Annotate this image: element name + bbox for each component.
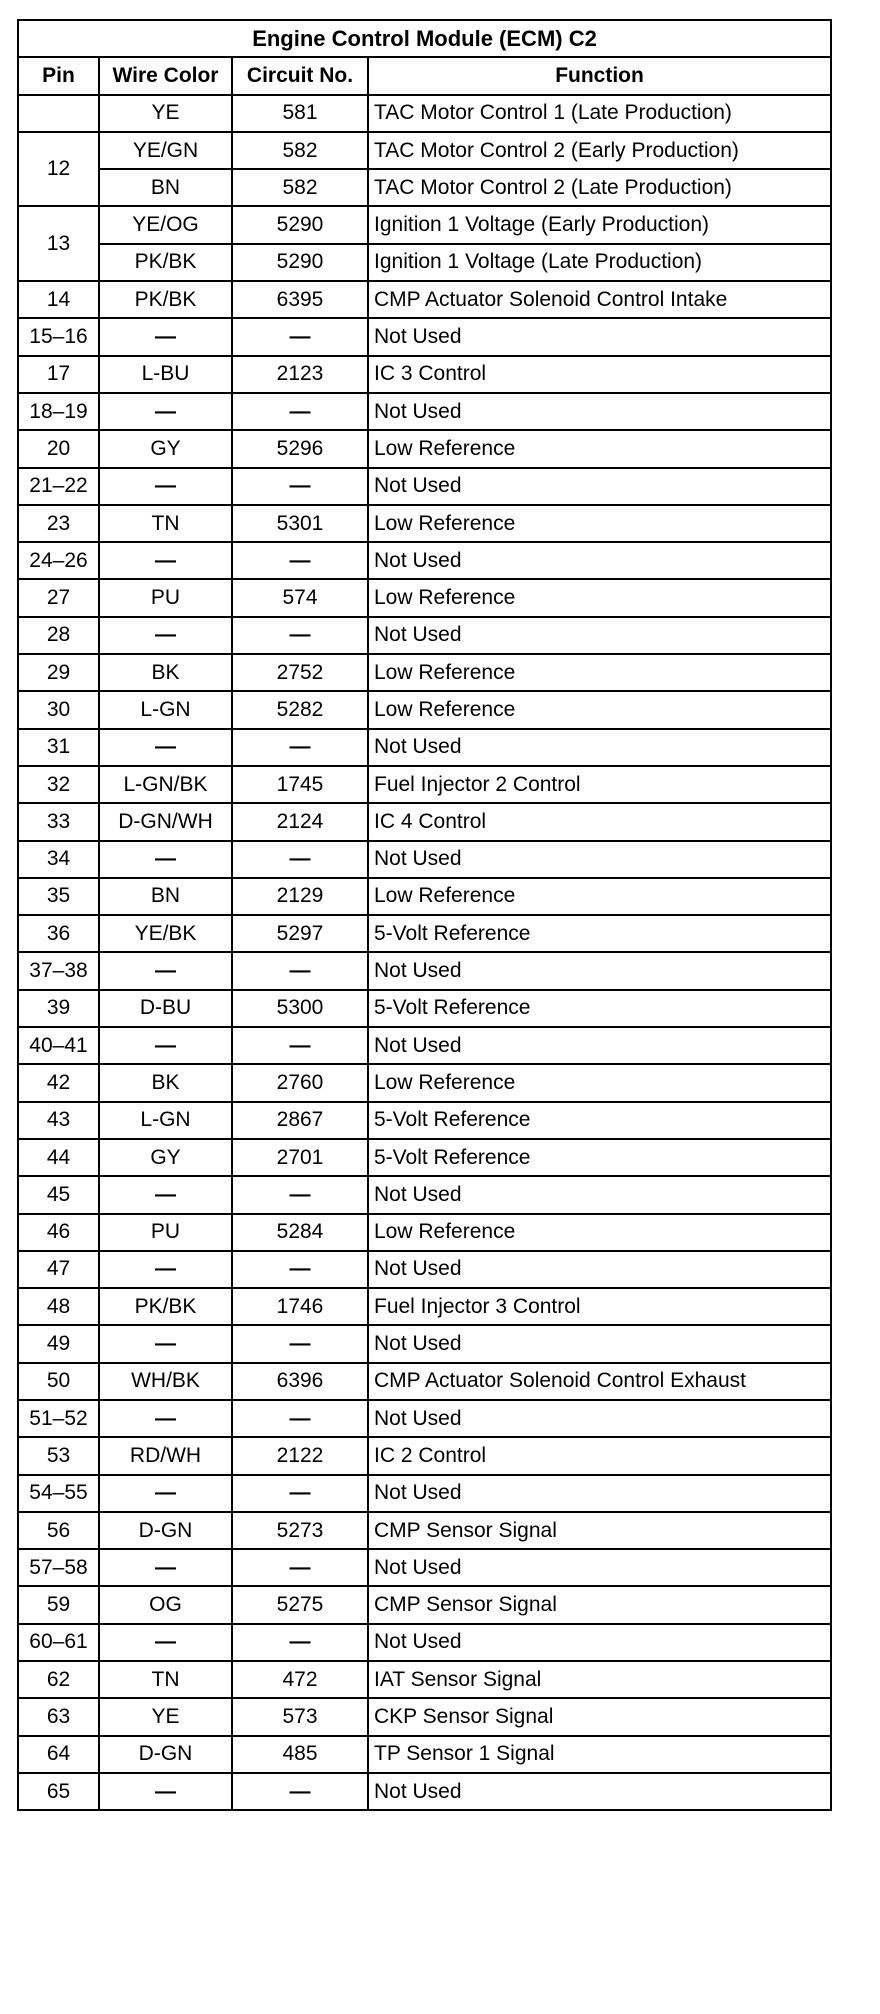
wire-color-cell: BN [99,878,232,915]
wire-color-cell: PK/BK [99,244,232,281]
circuit-number-cell: 2122 [232,1437,368,1474]
pin-cell: 56 [18,1512,99,1549]
table-title: Engine Control Module (ECM) C2 [18,20,831,57]
function-cell: Not Used [368,617,831,654]
wire-color-cell: — [99,468,232,505]
circuit-number-cell: 5275 [232,1586,368,1623]
circuit-number-cell: — [232,1400,368,1437]
wire-color-cell: D-BU [99,990,232,1027]
table-row [18,841,831,878]
wire-color-cell: BN [99,169,232,206]
table-row [18,1698,831,1735]
function-cell: Not Used [368,1549,831,1586]
circuit-number-cell: 5284 [232,1214,368,1251]
circuit-number-cell: 2129 [232,878,368,915]
table-row [18,729,831,766]
table-row [18,617,831,654]
circuit-number-cell: 5296 [232,430,368,467]
wire-color-cell: YE/OG [99,206,232,243]
pin-cell: 51–52 [18,1400,99,1437]
wire-color-cell: — [99,1624,232,1661]
wire-color-cell: YE [99,1698,232,1735]
table-row [18,1549,831,1586]
pin-cell: 43 [18,1102,99,1139]
function-cell: TAC Motor Control 2 (Late Production) [368,169,831,206]
wire-color-cell: — [99,1549,232,1586]
table-row [18,318,831,355]
wire-color-cell: YE/BK [99,915,232,952]
circuit-number-cell: 5300 [232,990,368,1027]
circuit-number-cell: — [232,1027,368,1064]
wire-color-cell: BK [99,654,232,691]
table-row [18,169,831,206]
wire-color-cell: OG [99,1586,232,1623]
function-cell: 5-Volt Reference [368,1102,831,1139]
function-cell: Not Used [368,393,831,430]
pin-cell: 57–58 [18,1549,99,1586]
table-row [18,1325,831,1362]
circuit-number-cell: 5297 [232,915,368,952]
circuit-number-cell: — [232,1325,368,1362]
function-cell: CKP Sensor Signal [368,1698,831,1735]
table-row [18,803,831,840]
table-row [18,1512,831,1549]
pin-cell: 54–55 [18,1475,99,1512]
function-cell: Low Reference [368,691,831,728]
wire-color-cell: PK/BK [99,1288,232,1325]
wire-color-cell: — [99,542,232,579]
table-row [18,1736,831,1773]
circuit-number-cell: 6396 [232,1363,368,1400]
wire-color-cell: L-GN/BK [99,766,232,803]
table-row [18,1214,831,1251]
circuit-number-cell: — [232,841,368,878]
wire-color-cell: PK/BK [99,281,232,318]
circuit-number-cell: — [232,1251,368,1288]
table-row [18,505,831,542]
table-row [18,915,831,952]
function-cell: Not Used [368,1251,831,1288]
wire-color-cell: — [99,393,232,430]
function-cell: Low Reference [368,1214,831,1251]
wire-color-cell: D-GN/WH [99,803,232,840]
table-row [18,1363,831,1400]
circuit-number-cell: — [232,393,368,430]
wire-color-cell: YE [99,95,232,132]
header-wire-color: Wire Color [99,57,232,94]
function-cell: Not Used [368,841,831,878]
wire-color-cell: D-GN [99,1736,232,1773]
circuit-number-cell: 2123 [232,356,368,393]
pin-cell: 33 [18,803,99,840]
circuit-number-cell: — [232,1475,368,1512]
table-title-row [18,20,831,57]
pin-cell: 53 [18,1437,99,1474]
function-cell: CMP Actuator Solenoid Control Exhaust [368,1363,831,1400]
circuit-number-cell: — [232,318,368,355]
pin-cell: 59 [18,1586,99,1623]
wire-color-cell: BK [99,1064,232,1101]
table-row [18,952,831,989]
circuit-number-cell: — [232,729,368,766]
wire-color-cell: — [99,1475,232,1512]
table-row [18,691,831,728]
wire-color-cell: — [99,1251,232,1288]
wire-color-cell: — [99,841,232,878]
function-cell: IC 4 Control [368,803,831,840]
circuit-number-cell: 2760 [232,1064,368,1101]
function-cell: Not Used [368,1176,831,1213]
wire-color-cell: — [99,617,232,654]
pin-cell: 50 [18,1363,99,1400]
function-cell: Not Used [368,1475,831,1512]
function-cell: CMP Actuator Solenoid Control Intake [368,281,831,318]
pin-cell: 48 [18,1288,99,1325]
table-row [18,1027,831,1064]
pin-cell [18,95,99,132]
pin-cell: 49 [18,1325,99,1362]
table-row [18,990,831,1027]
function-cell: Not Used [368,468,831,505]
circuit-number-cell: 2124 [232,803,368,840]
function-cell: Not Used [368,952,831,989]
function-cell: Low Reference [368,579,831,616]
wire-color-cell: — [99,1325,232,1362]
function-cell: 5-Volt Reference [368,1139,831,1176]
function-cell: Not Used [368,318,831,355]
wire-color-cell: TN [99,1661,232,1698]
circuit-number-cell: — [232,542,368,579]
circuit-number-cell: — [232,1624,368,1661]
table-row [18,1773,831,1810]
pin-cell: 15–16 [18,318,99,355]
wire-color-cell: RD/WH [99,1437,232,1474]
table-row [18,654,831,691]
circuit-number-cell: 581 [232,95,368,132]
circuit-number-cell: 573 [232,1698,368,1735]
pin-cell: 27 [18,579,99,616]
pin-cell: 28 [18,617,99,654]
pin-cell: 47 [18,1251,99,1288]
table-row [18,356,831,393]
table-row [18,1251,831,1288]
pin-cell: 40–41 [18,1027,99,1064]
pin-cell: 20 [18,430,99,467]
table-row [18,1176,831,1213]
wire-color-cell: GY [99,430,232,467]
function-cell: 5-Volt Reference [368,990,831,1027]
wire-color-cell: TN [99,505,232,542]
function-cell: Ignition 1 Voltage (Late Production) [368,244,831,281]
circuit-number-cell: — [232,1176,368,1213]
wire-color-cell: — [99,1400,232,1437]
wire-color-cell: L-BU [99,356,232,393]
circuit-number-cell: — [232,1549,368,1586]
wire-color-cell: — [99,318,232,355]
circuit-number-cell: 5282 [232,691,368,728]
pin-cell: 30 [18,691,99,728]
pin-cell: 35 [18,878,99,915]
circuit-number-cell: — [232,1773,368,1810]
ecm-c2-pinout-table [17,19,832,1811]
circuit-number-cell: — [232,468,368,505]
pin-cell: 36 [18,915,99,952]
function-cell: 5-Volt Reference [368,915,831,952]
function-cell: Not Used [368,729,831,766]
function-cell: Not Used [368,542,831,579]
circuit-number-cell: — [232,952,368,989]
wire-color-cell: WH/BK [99,1363,232,1400]
wire-color-cell: PU [99,579,232,616]
table-row [18,206,831,243]
wire-color-cell: — [99,1176,232,1213]
circuit-number-cell: 472 [232,1661,368,1698]
table-header-row [18,57,831,94]
circuit-number-cell: 582 [232,132,368,169]
table-row [18,430,831,467]
function-cell: TAC Motor Control 1 (Late Production) [368,95,831,132]
pin-cell: 32 [18,766,99,803]
table-row [18,132,831,169]
pin-cell: 45 [18,1176,99,1213]
pin-cell: 17 [18,356,99,393]
table-row [18,244,831,281]
wire-color-cell: — [99,1773,232,1810]
circuit-number-cell: 5273 [232,1512,368,1549]
function-cell: Low Reference [368,878,831,915]
function-cell: CMP Sensor Signal [368,1512,831,1549]
wire-color-cell: D-GN [99,1512,232,1549]
function-cell: IC 3 Control [368,356,831,393]
wire-color-cell: — [99,952,232,989]
table-row [18,393,831,430]
header-pin: Pin [18,57,99,94]
table-row [18,579,831,616]
pin-cell: 14 [18,281,99,318]
wire-color-cell: GY [99,1139,232,1176]
function-cell: IC 2 Control [368,1437,831,1474]
wire-color-cell: — [99,1027,232,1064]
pin-cell: 18–19 [18,393,99,430]
circuit-number-cell: 5290 [232,244,368,281]
pin-cell: 44 [18,1139,99,1176]
table-row [18,468,831,505]
function-cell: IAT Sensor Signal [368,1661,831,1698]
pin-cell: 62 [18,1661,99,1698]
function-cell: Not Used [368,1027,831,1064]
table-row [18,1624,831,1661]
pin-cell: 12 [18,132,99,207]
circuit-number-cell: 5290 [232,206,368,243]
pin-cell: 60–61 [18,1624,99,1661]
pin-cell: 31 [18,729,99,766]
circuit-number-cell: 2701 [232,1139,368,1176]
circuit-number-cell: 1745 [232,766,368,803]
table-row [18,1586,831,1623]
table-row [18,1139,831,1176]
circuit-number-cell: 2867 [232,1102,368,1139]
wire-color-cell: YE/GN [99,132,232,169]
circuit-number-cell: 485 [232,1736,368,1773]
pin-cell: 65 [18,1773,99,1810]
circuit-number-cell: 5301 [232,505,368,542]
table-row [18,281,831,318]
function-cell: Fuel Injector 2 Control [368,766,831,803]
function-cell: Not Used [368,1325,831,1362]
pin-cell: 46 [18,1214,99,1251]
circuit-number-cell: 574 [232,579,368,616]
pin-cell: 24–26 [18,542,99,579]
pin-cell: 21–22 [18,468,99,505]
table-row [18,766,831,803]
table-row [18,1400,831,1437]
circuit-number-cell: 6395 [232,281,368,318]
header-circuit-no: Circuit No. [232,57,368,94]
table-row [18,1102,831,1139]
function-cell: Not Used [368,1400,831,1437]
table-row [18,1437,831,1474]
function-cell: Low Reference [368,430,831,467]
function-cell: Ignition 1 Voltage (Early Production) [368,206,831,243]
pin-cell: 13 [18,206,99,281]
pin-cell: 63 [18,1698,99,1735]
wire-color-cell: L-GN [99,691,232,728]
function-cell: Low Reference [368,505,831,542]
table-row [18,95,831,132]
function-cell: Not Used [368,1773,831,1810]
table-body [18,95,831,1811]
pin-cell: 37–38 [18,952,99,989]
table-row [18,542,831,579]
pin-cell: 64 [18,1736,99,1773]
function-cell: Low Reference [368,654,831,691]
wire-color-cell: L-GN [99,1102,232,1139]
pin-cell: 42 [18,1064,99,1101]
header-function: Function [368,57,831,94]
function-cell: Fuel Injector 3 Control [368,1288,831,1325]
wire-color-cell: — [99,729,232,766]
function-cell: TP Sensor 1 Signal [368,1736,831,1773]
table-row [18,878,831,915]
table-row [18,1064,831,1101]
pin-cell: 34 [18,841,99,878]
pin-cell: 39 [18,990,99,1027]
circuit-number-cell: 2752 [232,654,368,691]
table-row [18,1661,831,1698]
function-cell: Low Reference [368,1064,831,1101]
table-row [18,1288,831,1325]
pin-cell: 23 [18,505,99,542]
function-cell: TAC Motor Control 2 (Early Production) [368,132,831,169]
function-cell: CMP Sensor Signal [368,1586,831,1623]
circuit-number-cell: — [232,617,368,654]
circuit-number-cell: 582 [232,169,368,206]
wire-color-cell: PU [99,1214,232,1251]
pin-cell: 29 [18,654,99,691]
function-cell: Not Used [368,1624,831,1661]
circuit-number-cell: 1746 [232,1288,368,1325]
table-row [18,1475,831,1512]
